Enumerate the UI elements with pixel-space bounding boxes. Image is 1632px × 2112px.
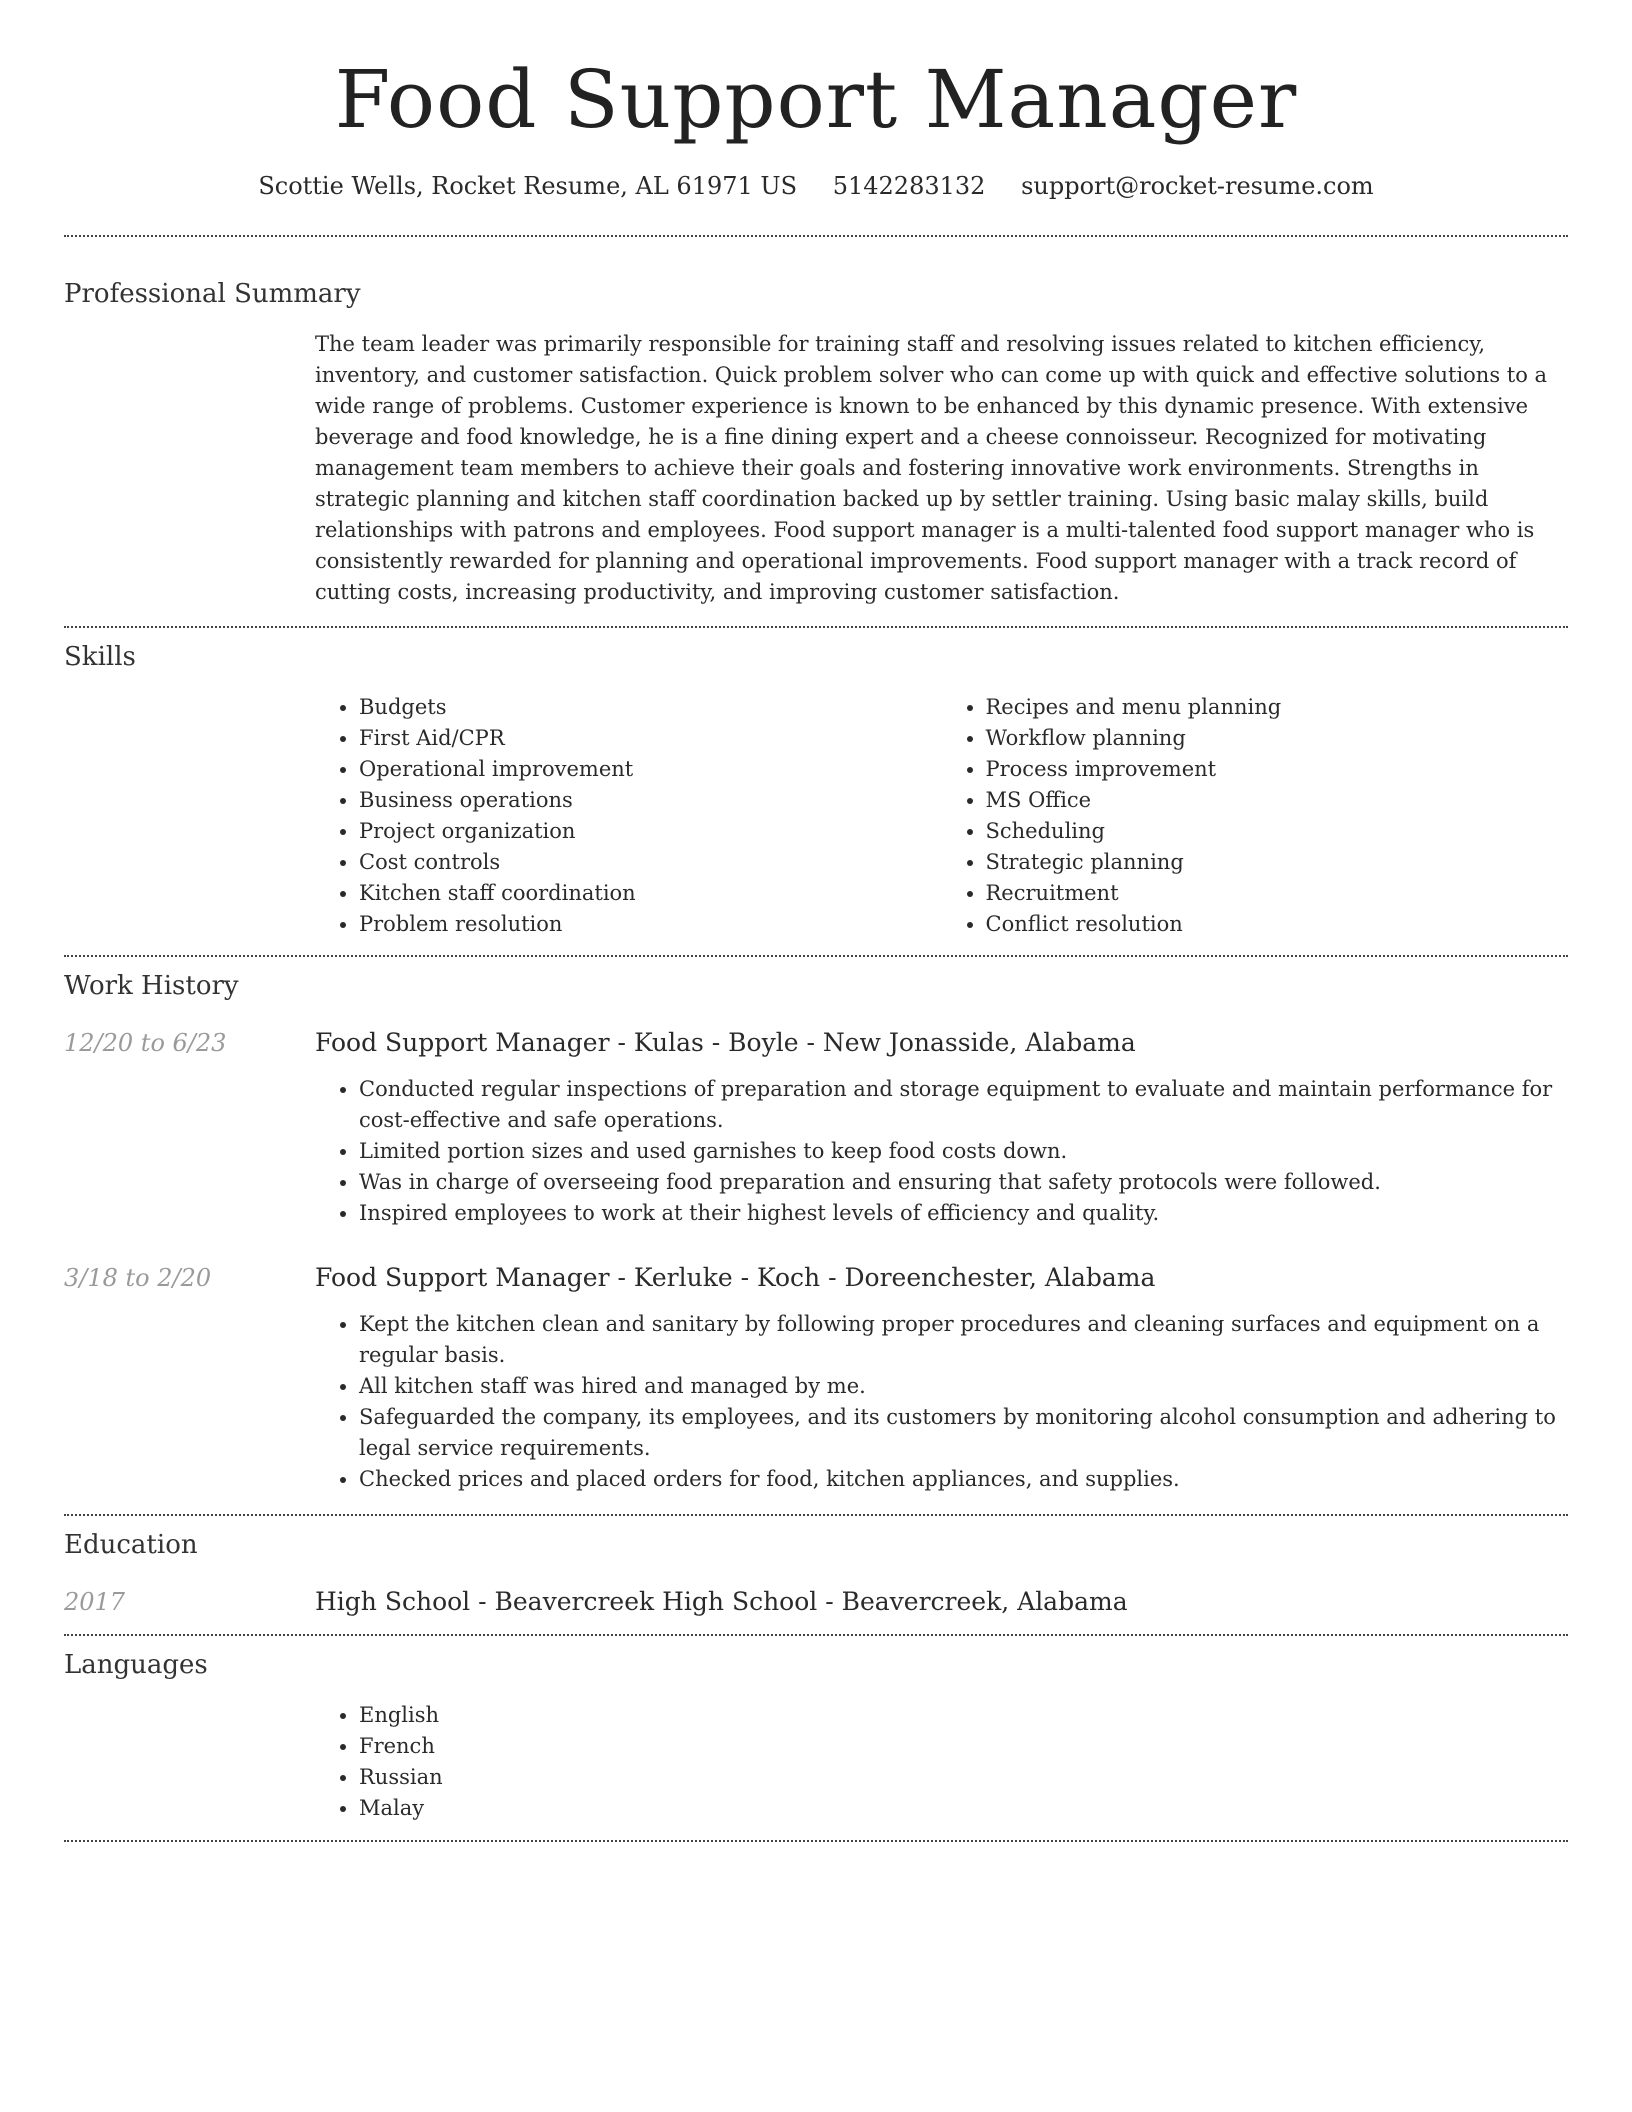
skills-grid bbox=[315, 692, 1568, 940]
contact-email: support@rocket-resume.com bbox=[1021, 172, 1374, 200]
skill-item: • First Aid/CPR bbox=[359, 723, 942, 754]
languages-section bbox=[64, 1636, 1568, 1824]
skill-item: • Operational improvement bbox=[359, 754, 942, 785]
skills-heading: Skills bbox=[64, 642, 136, 672]
job-bullet: • Safeguarded the company, its employees, and its customers by monitoring alcohol consumption and adhering to legal service requirements. bbox=[359, 1402, 1568, 1464]
resume-name: Food Support Manager bbox=[334, 53, 1298, 146]
job-bullets bbox=[315, 1309, 1568, 1495]
resume-header bbox=[64, 0, 1568, 202]
resume-page bbox=[64, 0, 1568, 1842]
skill-item: • Kitchen staff coordination bbox=[359, 878, 942, 909]
job-bullet: • Was in charge of overseeing food preparation and ensuring that safety protocols were followed. bbox=[359, 1167, 1568, 1198]
skills-list-left bbox=[315, 692, 942, 940]
contact-line bbox=[64, 170, 1568, 202]
education-section bbox=[64, 1516, 1568, 1618]
job-entry bbox=[64, 1027, 1568, 1229]
skill-item: • Strategic planning bbox=[986, 847, 1569, 878]
skill-item: • MS Office bbox=[986, 785, 1569, 816]
job-bullet: • Limited portion sizes and used garnishes to keep food costs down. bbox=[359, 1136, 1568, 1167]
job-bullets bbox=[315, 1074, 1568, 1229]
job-dates: 12/20 to 6/23 bbox=[64, 1029, 227, 1057]
skill-item: • Project organization bbox=[359, 816, 942, 847]
contact-address: Scottie Wells, Rocket Resume, AL 61971 US bbox=[258, 172, 798, 200]
language-item: • French bbox=[359, 1731, 1568, 1762]
job-bullet: • Kept the kitchen clean and sanitary by following proper procedures and cleaning surfaces and equipment on a regular basis. bbox=[359, 1309, 1568, 1371]
skills-list-right bbox=[942, 692, 1569, 940]
skills-section bbox=[64, 628, 1568, 940]
education-year: 2017 bbox=[64, 1588, 126, 1616]
job-title: Food Support Manager - Kulas - Boyle - New Jonasside, Alabama bbox=[315, 1028, 1136, 1057]
summary-text: The team leader was primarily responsible for training staff and resolving issues related to kitchen efficiency, inventory, and customer satisfaction. Quick problem solver who can come up with quick and effective solutions to a wide range of problems. Customer experience is known to be enhanced by this dynamic presence. With extensive beverage and food knowledge, he is a fine dining expert and a cheese connoisseur. Recognized for motivating management team members to achieve their goals and fostering innovative work environments. Strengths in strategic planning and kitchen staff coordination backed up by settler training. Using basic malay skills, build relationships with patrons and employees. Food support manager is a multi-talented food support manager who is consistently rewarded for planning and operational improvements. Food support manager with a track record of cutting costs, increasing productivity, and improving customer satisfaction. bbox=[315, 332, 1548, 604]
job-entry bbox=[64, 1262, 1568, 1495]
education-entry bbox=[64, 1586, 1568, 1618]
skill-item: • Conflict resolution bbox=[986, 909, 1569, 940]
skill-item: • Cost controls bbox=[359, 847, 942, 878]
skill-item: • Workflow planning bbox=[986, 723, 1569, 754]
languages-heading: Languages bbox=[64, 1650, 208, 1680]
language-item: • English bbox=[359, 1700, 1568, 1731]
summary-section bbox=[64, 237, 1568, 608]
job-bullet: • Inspired employees to work at their highest levels of efficiency and quality. bbox=[359, 1198, 1568, 1229]
job-bullet: • Conducted regular inspections of preparation and storage equipment to evaluate and maintain performance for cost-effective and safe operations. bbox=[359, 1074, 1568, 1136]
contact-phone: 5142283132 bbox=[832, 172, 986, 200]
summary-heading: Professional Summary bbox=[64, 279, 361, 309]
job-bullet: • All kitchen staff was hired and managed by me. bbox=[359, 1371, 1568, 1402]
skill-item: • Recruitment bbox=[986, 878, 1569, 909]
job-title: Food Support Manager - Kerluke - Koch - Doreenchester, Alabama bbox=[315, 1263, 1156, 1292]
job-dates: 3/18 to 2/20 bbox=[64, 1264, 212, 1292]
skill-item: • Budgets bbox=[359, 692, 942, 723]
job-bullet: • Checked prices and placed orders for food, kitchen appliances, and supplies. bbox=[359, 1464, 1568, 1495]
language-item: • Russian bbox=[359, 1762, 1568, 1793]
skill-item: • Problem resolution bbox=[359, 909, 942, 940]
education-title: High School - Beavercreek High School - Beavercreek, Alabama bbox=[315, 1587, 1128, 1616]
language-item: • Malay bbox=[359, 1793, 1568, 1824]
languages-list bbox=[315, 1700, 1568, 1824]
work-history-heading: Work History bbox=[64, 971, 239, 1001]
skill-item: • Process improvement bbox=[986, 754, 1569, 785]
skill-item: • Recipes and menu planning bbox=[986, 692, 1569, 723]
skill-item: • Business operations bbox=[359, 785, 942, 816]
section-divider bbox=[64, 1840, 1568, 1842]
skill-item: • Scheduling bbox=[986, 816, 1569, 847]
education-heading: Education bbox=[64, 1530, 198, 1560]
work-history-section bbox=[64, 957, 1568, 1495]
